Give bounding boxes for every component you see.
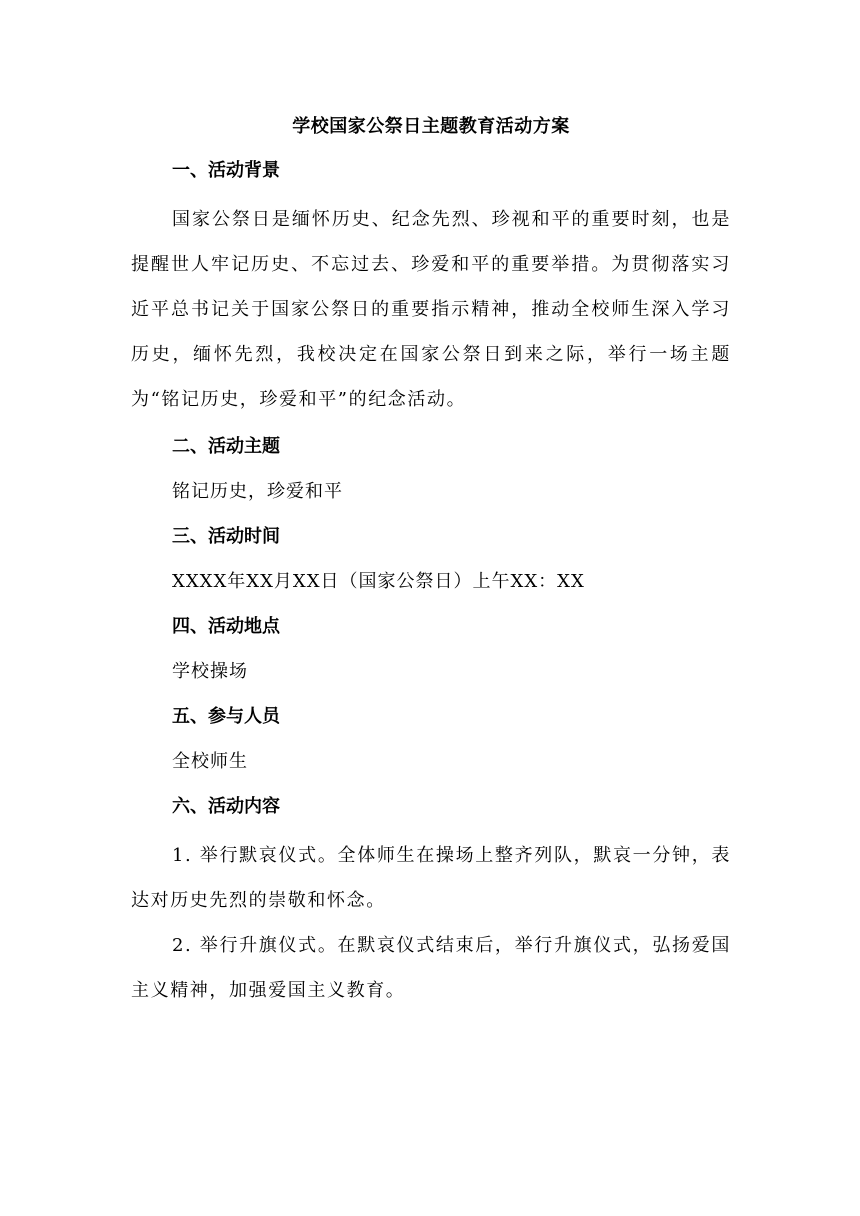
document-title: 学校国家公祭日主题教育活动方案 (292, 116, 570, 137)
section-heading-background: 一、活动背景 (172, 160, 280, 181)
section-heading-content: 六、活动内容 (172, 796, 280, 817)
location-text: 学校操场 (172, 661, 248, 682)
section-heading-theme: 二、活动主题 (172, 436, 280, 457)
section-heading-participants: 五、参与人员 (172, 706, 280, 727)
section-heading-location: 四、活动地点 (172, 616, 280, 637)
section-heading-time: 三、活动时间 (172, 526, 280, 547)
theme-text: 铭记历史，珍爱和平 (172, 481, 343, 502)
paragraph-background: 国家公祭日是缅怀历史、纪念先烈、珍视和平的重要时刻，也是提醒世人牢记历史、不忘过去、珍爱和平的重要举措。为贯彻落实习近平总书记关于国家公祭日的重要指示精神，推动全校师生深入学习历史，缅怀先烈，我校决定在国家公祭日到来之际，举行一场主题为“铭记历史，珍爱和平”的纪念活动。 (131, 209, 731, 410)
content-item-2: 2. 举行升旗仪式。在默哀仪式结束后，举行升旗仪式，弘扬爱国主义精神，加强爱国主义教育。 (131, 935, 731, 1001)
participants-text: 全校师生 (172, 751, 248, 772)
document-body (131, 112, 731, 1013)
time-text: XXXX年XX月XX日（国家公祭日）上午XX：XX (172, 571, 585, 592)
content-item-1: 1. 举行默哀仪式。全体师生在操场上整齐列队，默哀一分钟，表达对历史先烈的崇敬和怀念。 (131, 845, 731, 911)
